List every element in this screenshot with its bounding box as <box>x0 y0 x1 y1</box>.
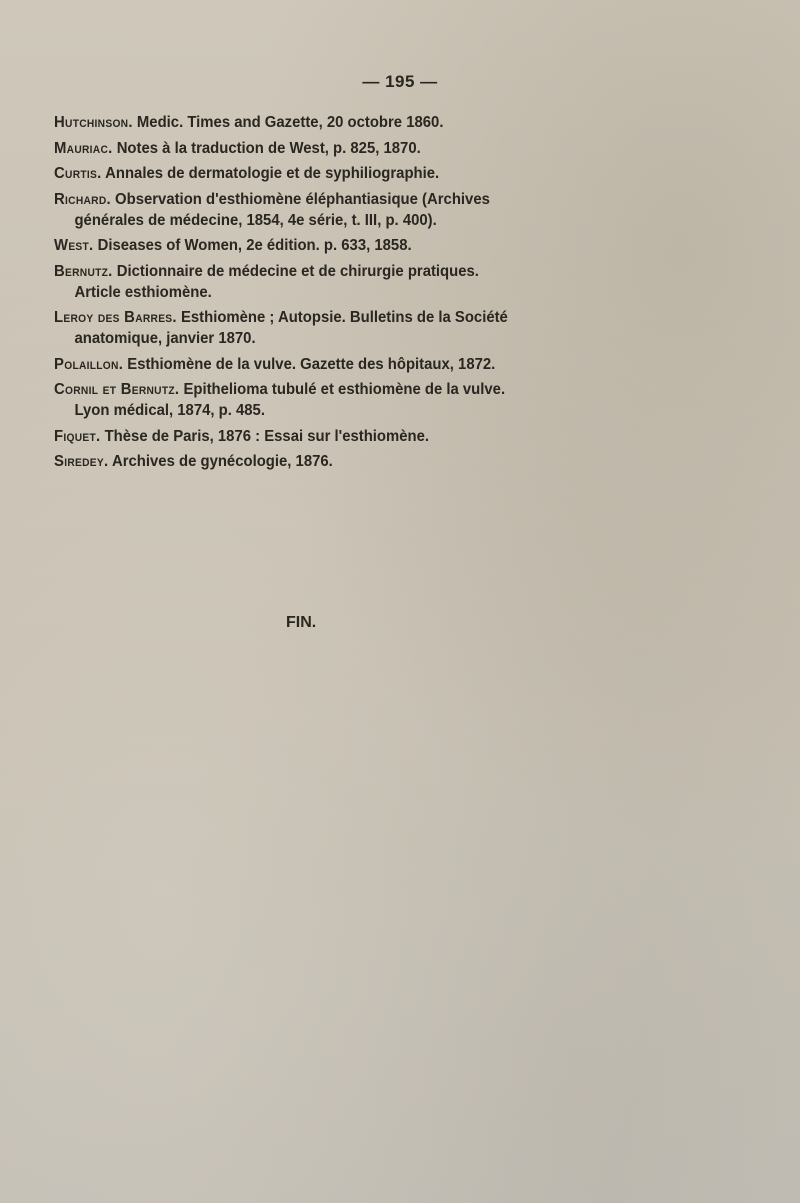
reference-text: Esthiomène de la vulve. Gazette des hôpitaux, 1872. <box>127 355 496 373</box>
reference-author: Hutchinson. <box>54 114 133 131</box>
reference-text: Epithelioma tubulé et esthiomène de la vulve. Lyon médical, 1874, p. 485. <box>74 381 506 419</box>
reference-entry <box>54 307 519 349</box>
reference-author: Leroy des Barres. <box>54 309 177 326</box>
reference-text: Observation d'esthiomène éléphantiasique (Archives générales de médecine, 1854, 4e série, t. III, p. 400). <box>74 190 490 229</box>
reference-author: Mauriac. <box>54 139 113 157</box>
reference-author: Fiquet. <box>54 427 101 445</box>
reference-text: Esthiomène ; Autopsie. Bulletins de la Société anatomique, janvier 1870. <box>74 309 508 347</box>
reference-author: West. <box>54 237 94 254</box>
reference-text: Dictionnaire de médecine et de chirurgie pratiques. Article esthiomène. <box>74 262 479 301</box>
reference-text: Thèse de Paris, 1876 : Essai sur l'esthiomène. <box>104 427 430 445</box>
bibliography-list <box>54 112 554 477</box>
reference-author: Curtis. <box>54 165 102 182</box>
reference-author: Bernutz. <box>54 262 113 280</box>
page-number: — 195 — <box>362 72 438 91</box>
reference-text: Medic. Times and Gazette, 20 octobre 1860. <box>136 114 444 131</box>
reference-entry <box>54 379 519 421</box>
reference-entry <box>54 189 519 231</box>
reference-entry <box>54 451 519 472</box>
reference-entry <box>54 354 519 375</box>
reference-author: Siredey. <box>54 453 109 470</box>
reference-text: Archives de gynécologie, 1876. <box>111 453 333 470</box>
reference-text: Annales de dermatologie et de syphiliographie. <box>105 165 440 182</box>
reference-entry <box>54 261 519 303</box>
reference-entry <box>54 426 519 447</box>
reference-author: Richard. <box>54 190 111 208</box>
reference-author: Polaillon. <box>54 355 124 373</box>
closing-text: FIN. <box>286 614 317 631</box>
reference-entry <box>54 163 519 184</box>
reference-text: Notes à la traduction de West, p. 825, 1870. <box>116 139 421 157</box>
reference-entry <box>54 138 519 159</box>
reference-author: Cornil et Bernutz. <box>54 381 180 398</box>
reference-text: Diseases of Women, 2e édition. p. 633, 1858. <box>97 237 412 254</box>
reference-entry <box>54 235 519 256</box>
reference-entry <box>54 112 519 133</box>
